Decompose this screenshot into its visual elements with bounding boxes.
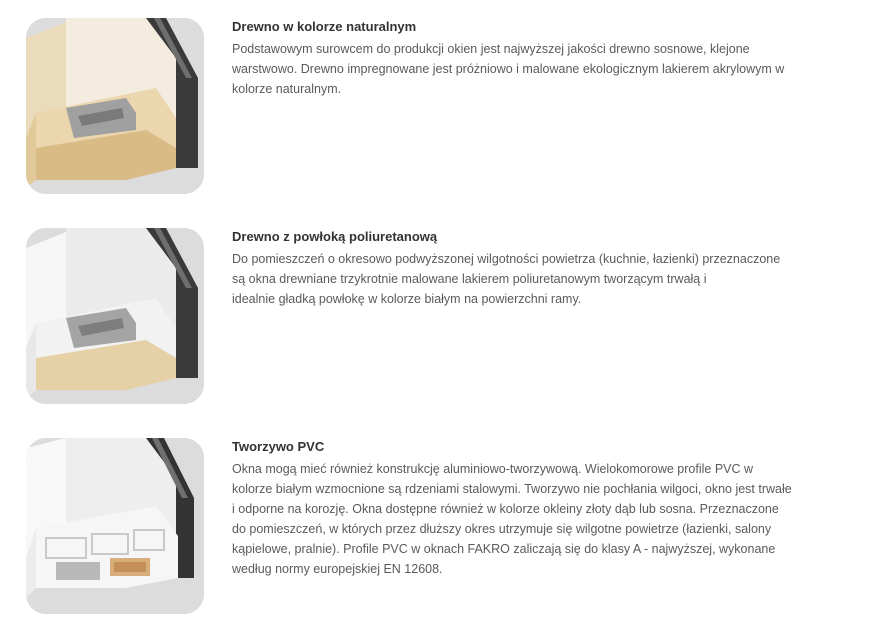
description-line: kolorze naturalnym. xyxy=(232,82,342,96)
description-line: do pomieszczeń, w których przez dłuższy okres utrzymuje się wilgotne powietrze (łazienki, salony xyxy=(232,522,772,536)
polyurethane-coated-window-profile-icon xyxy=(26,228,204,404)
description-line: są okna drewniane trzykrotnie malowane lakierem poliuretanowym tworzącym trwałą i xyxy=(232,272,707,286)
description-line: warstwowo. Drewno impregnowane jest próżniowo i malowane ekologicznym lakierem akrylowym w xyxy=(232,62,785,76)
pvc-window-profile-icon xyxy=(26,438,204,614)
item-description xyxy=(232,459,832,579)
description-line: kolorze białym wzmocnione są rdzeniami stalowymi. Tworzywo nie pochłania wilgoci, okno jest trwałe xyxy=(232,482,792,496)
pvc-window-profile-image xyxy=(26,438,204,614)
description-line: według normy europejskiej EN 12608. xyxy=(232,562,443,576)
description-line: idealnie gładką powłokę w kolorze białym na powierzchni ramy. xyxy=(232,292,582,306)
polyurethane-coated-window-profile-image xyxy=(26,228,204,404)
item-title: Drewno w kolorze naturalnym xyxy=(232,19,417,34)
item-title: Tworzywo PVC xyxy=(232,439,325,454)
description-line: Podstawowym surowcem do produkcji okien jest najwyższej jakości drewno sosnowe, klejone xyxy=(232,42,750,56)
natural-wood-window-profile-image xyxy=(26,18,204,194)
description-line: kąpielowe, pralnie). Profile PVC w oknach FAKRO zaliczają się do klasy A - najwyższej, wykonane xyxy=(232,542,776,556)
description-line: Do pomieszczeń o okresowo podwyższonej wilgotności powietrza (kuchnie, łazienki) przeznaczone xyxy=(232,252,781,266)
description-line: i odporne na korozję. Okna dostępne również w kolorze okleiny złoty dąb lub sosna. Przeznaczone xyxy=(232,502,779,516)
natural-wood-window-profile-icon xyxy=(26,18,204,194)
item-description xyxy=(232,249,832,309)
item-description xyxy=(232,39,832,99)
item-title: Drewno z powłoką poliuretanową xyxy=(232,229,438,244)
description-line: Okna mogą mieć również konstrukcję aluminiowo-tworzywową. Wielokomorowe profile PVC w xyxy=(232,462,754,476)
